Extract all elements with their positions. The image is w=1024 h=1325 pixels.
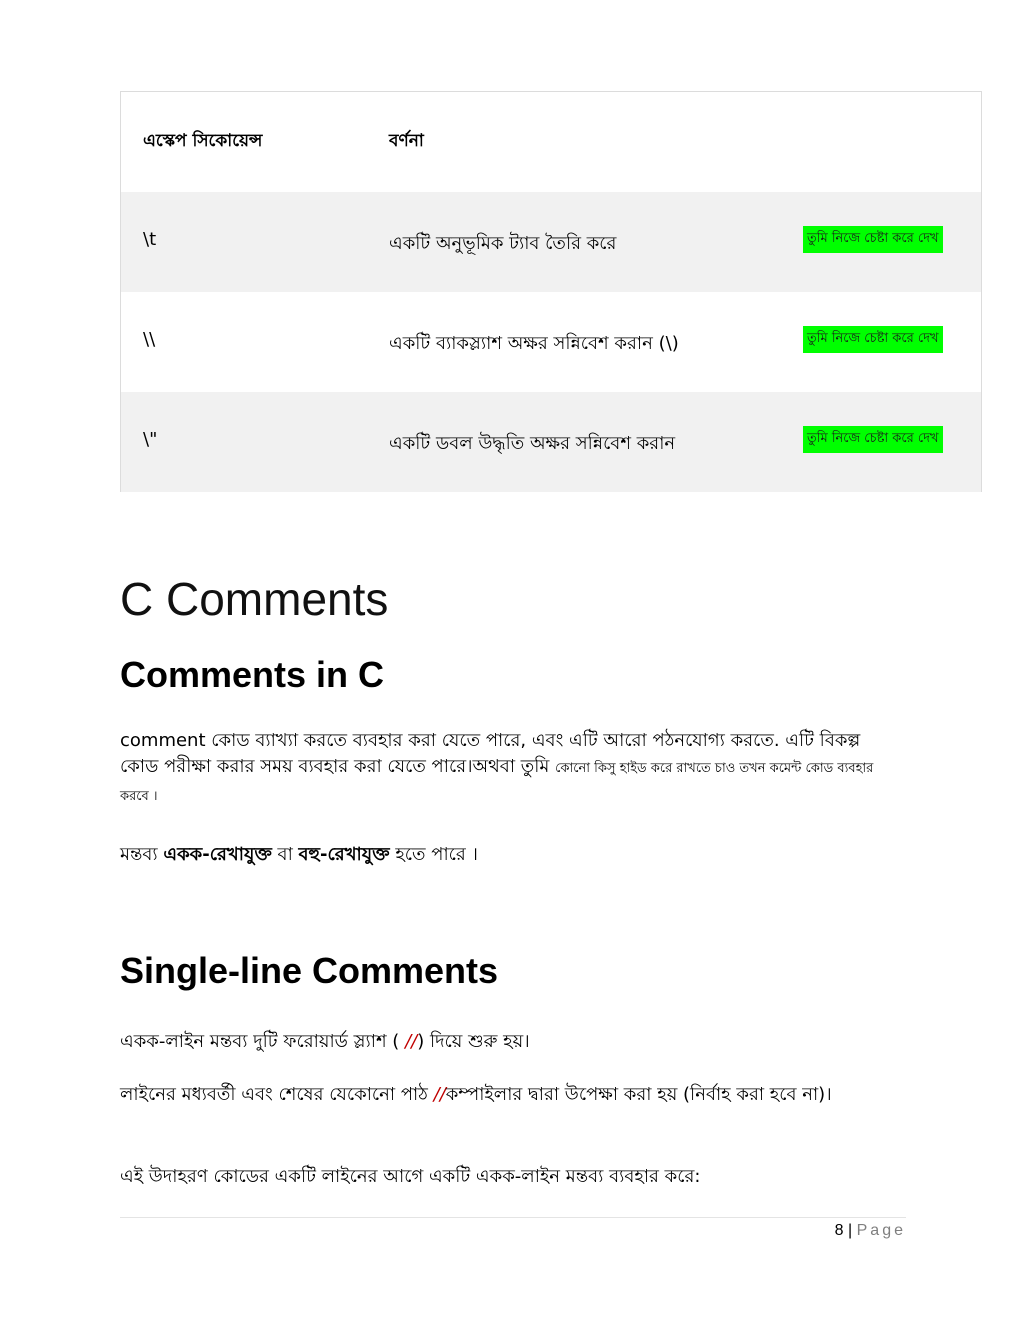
- comments-intro-paragraph: [120, 728, 890, 810]
- comment-types-text: বা: [271, 844, 299, 865]
- single-line-comments-heading: Single-line Comments: [120, 950, 499, 991]
- comments-in-c-heading: Comments in C: [120, 654, 385, 695]
- comment-types-paragraph: [120, 842, 890, 868]
- comments-intro-small-text: কোনো কিসু হাইড করে রাখতে চাও তখন কমেন্ট কোড ব্যবহার করবে ।: [120, 761, 874, 804]
- description-cell: একটি অনুভূমিক ট্যাব তৈরি করে: [389, 233, 617, 254]
- try-it-yourself-link[interactable]: তুমি নিজে চেষ্টা করে দেখ: [803, 226, 943, 253]
- description-cell: একটি ডবল উদ্ধৃতি অক্ষর সন্নিবেশ করান: [389, 433, 676, 454]
- single-line-intro-paragraph: [120, 1029, 890, 1055]
- single-line-intro-text: একক-লাইন মন্তব্য দুটি ফরোয়ার্ড স্ল্যাশ (: [120, 1031, 406, 1052]
- ignored-text: কম্পাইলার দ্বারা উপেক্ষা করা হয় (নির্বাহ করা হবে না)।: [445, 1084, 832, 1105]
- page-number: 8: [834, 1222, 844, 1239]
- table-row: [121, 192, 981, 292]
- header-escape-sequence: এস্কেপ সিকোয়েন্স: [143, 131, 263, 151]
- try-it-cell: [803, 292, 943, 392]
- footer-divider: [120, 1217, 906, 1218]
- ignored-text: লাইনের মধ্যবর্তী এবং শেষের যেকোনো পাঠ: [120, 1084, 434, 1105]
- single-line-intro-text: ) দিয়ে শুরু হয়।: [417, 1031, 530, 1052]
- footer-separator: |: [843, 1222, 857, 1239]
- table-row: [121, 392, 981, 492]
- try-it-yourself-link[interactable]: তুমি নিজে চেষ্টা করে দেখ: [803, 326, 943, 353]
- multi-line-term: বহু-রেখাযুক্ত: [298, 844, 390, 865]
- table-row: [121, 292, 981, 392]
- escape-sequence-cell: \\: [143, 329, 156, 350]
- table-header-row: [121, 92, 981, 192]
- example-intro-paragraph: এই উদাহরণ কোডের একটি লাইনের আগে একটি একক-লাইন মন্তব্য ব্যবহার করে:: [120, 1166, 701, 1187]
- escape-sequence-cell: \t: [143, 229, 157, 250]
- page-label: Page: [856, 1222, 906, 1239]
- escape-sequence-cell: \": [143, 429, 158, 450]
- try-it-cell: [803, 192, 943, 292]
- try-it-yourself-link[interactable]: তুমি নিজে চেষ্টা করে দেখ: [803, 426, 943, 453]
- double-slash-code: //: [433, 1084, 446, 1105]
- section-title: C Comments: [120, 573, 389, 625]
- header-description: বর্ণনা: [389, 131, 424, 151]
- comment-types-text: হতে পারে ।: [389, 844, 478, 865]
- ignored-text-paragraph: [120, 1082, 890, 1108]
- double-slash-code: //: [405, 1031, 418, 1052]
- try-it-cell: [803, 392, 943, 492]
- description-cell: একটি ব্যাকস্ল্যাশ অক্ষর সন্নিবেশ করান (\): [389, 333, 679, 354]
- page-footer: [835, 1222, 906, 1240]
- comment-types-text: মন্তব্য: [120, 844, 164, 865]
- comments-intro-text: comment কোড ব্যাখ্যা করতে ব্যবহার করা যেতে পারে, এবং এটি আরো পঠনযোগ্য করতে. এটি বিকল্প কোড পরীক্ষা করার সময় ব্যবহার করা যেতে পারে।অথবা তুমি: [120, 730, 861, 777]
- single-line-term: একক-রেখাযুক্ত: [163, 844, 272, 865]
- escape-sequence-table: [120, 91, 982, 492]
